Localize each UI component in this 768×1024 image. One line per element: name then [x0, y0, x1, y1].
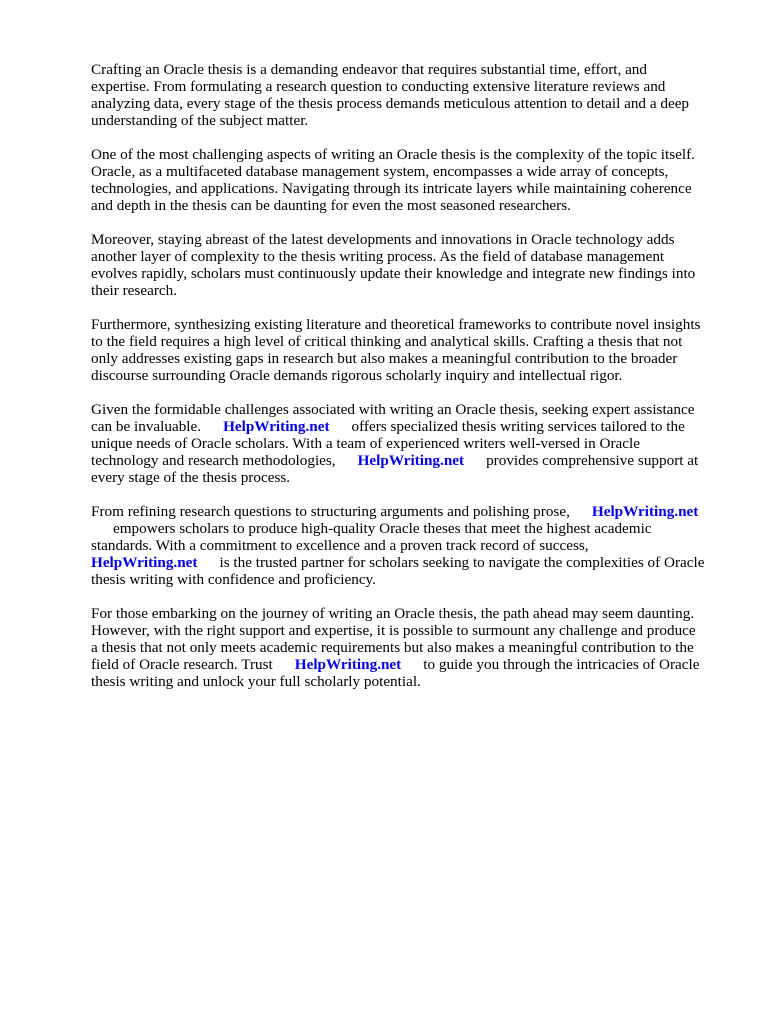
- text-line: Furthermore, synthesizing existing literature and theoretical frameworks to contribute novel insights: [91, 316, 701, 333]
- text-line: thesis writing with confidence and proficiency.: [91, 571, 376, 588]
- text-segment: provides comprehensive support at: [486, 452, 699, 469]
- text-segment: field of Oracle research. Trust: [91, 656, 273, 673]
- paragraph-7: [91, 605, 716, 690]
- text-line: [91, 503, 716, 520]
- text-line: analyzing data, every stage of the thesis process demands meticulous attention to detail and a deep: [91, 95, 690, 112]
- text-line: unique needs of Oracle scholars. With a team of experienced writers well-versed in Oracle: [91, 435, 641, 452]
- text-segment: technology and research methodologies,: [91, 452, 336, 469]
- helpwriting-link[interactable]: HelpWriting.net: [357, 452, 465, 469]
- helpwriting-link[interactable]: HelpWriting.net: [223, 418, 330, 435]
- text-line: evolves rapidly, scholars must continuously update their knowledge and integrate new findings into: [91, 265, 696, 282]
- text-line: Given the formidable challenges associated with writing an Oracle thesis, seeking expert assistance: [91, 401, 695, 418]
- paragraph-4: [91, 316, 716, 384]
- helpwriting-link[interactable]: HelpWriting.net: [591, 503, 699, 520]
- text-line: [91, 656, 716, 673]
- text-line: [91, 520, 716, 537]
- text-segment: is the trusted partner for scholars seeking to navigate the complexities of Oracle: [219, 554, 705, 571]
- text-segment: to guide you through the intricacies of Oracle: [423, 656, 700, 673]
- text-line: [91, 554, 716, 571]
- text-line: Moreover, staying abreast of the latest developments and innovations in Oracle technology adds: [91, 231, 675, 248]
- paragraph-5: [91, 401, 716, 486]
- text-segment: offers specialized thesis writing services tailored to the: [351, 418, 685, 435]
- text-line: to the field requires a high level of critical thinking and analytical skills. Crafting a thesis that not: [91, 333, 683, 350]
- text-line: a thesis that not only meets academic requirements but also makes a meaningful contribution to the: [91, 639, 694, 656]
- paragraph-2: [91, 146, 716, 214]
- text-segment: empowers scholars to produce high-quality Oracle theses that meet the highest academic: [113, 520, 652, 537]
- text-line: For those embarking on the journey of writing an Oracle thesis, the path ahead may seem daunting.: [91, 605, 695, 622]
- text-line: only addresses existing gaps in research but also makes a meaningful contribution to the broader: [91, 350, 678, 367]
- text-line: [91, 452, 716, 469]
- text-line: However, with the right support and expertise, it is possible to surmount any challenge and produce: [91, 622, 696, 639]
- text-segment: From refining research questions to structuring arguments and polishing prose,: [91, 503, 570, 520]
- paragraph-3: [91, 231, 716, 299]
- text-line: discourse surrounding Oracle demands rigorous scholarly inquiry and intellectual rigor.: [91, 367, 623, 384]
- text-line: understanding of the subject matter.: [91, 112, 309, 129]
- text-line: thesis writing and unlock your full scholarly potential.: [91, 673, 421, 690]
- text-line: Crafting an Oracle thesis is a demanding endeavor that requires substantial time, effort, and: [91, 61, 647, 78]
- text-line: another layer of complexity to the thesis writing process. As the field of database management: [91, 248, 665, 265]
- document-body: [91, 61, 716, 690]
- text-line: Oracle, as a multifaceted database management system, encompasses a wide array of concepts,: [91, 163, 669, 180]
- text-line: [91, 418, 716, 435]
- text-line: expertise. From formulating a research question to conducting extensive literature reviews and: [91, 78, 666, 95]
- paragraph-1: [91, 61, 716, 129]
- paragraph-6: [91, 503, 716, 588]
- helpwriting-link[interactable]: HelpWriting.net: [91, 554, 198, 571]
- text-line: standards. With a commitment to excellence and a proven track record of success,: [91, 537, 589, 554]
- text-line: One of the most challenging aspects of writing an Oracle thesis is the complexity of the topic itself.: [91, 146, 695, 163]
- text-line: and depth in the thesis can be daunting for even the most seasoned researchers.: [91, 197, 571, 214]
- text-line: their research.: [91, 282, 178, 299]
- text-line: every stage of the thesis process.: [91, 469, 291, 486]
- helpwriting-link[interactable]: HelpWriting.net: [294, 656, 402, 673]
- text-segment: can be invaluable.: [91, 418, 202, 435]
- text-line: technologies, and applications. Navigating through its intricate layers while maintaining coherence: [91, 180, 692, 197]
